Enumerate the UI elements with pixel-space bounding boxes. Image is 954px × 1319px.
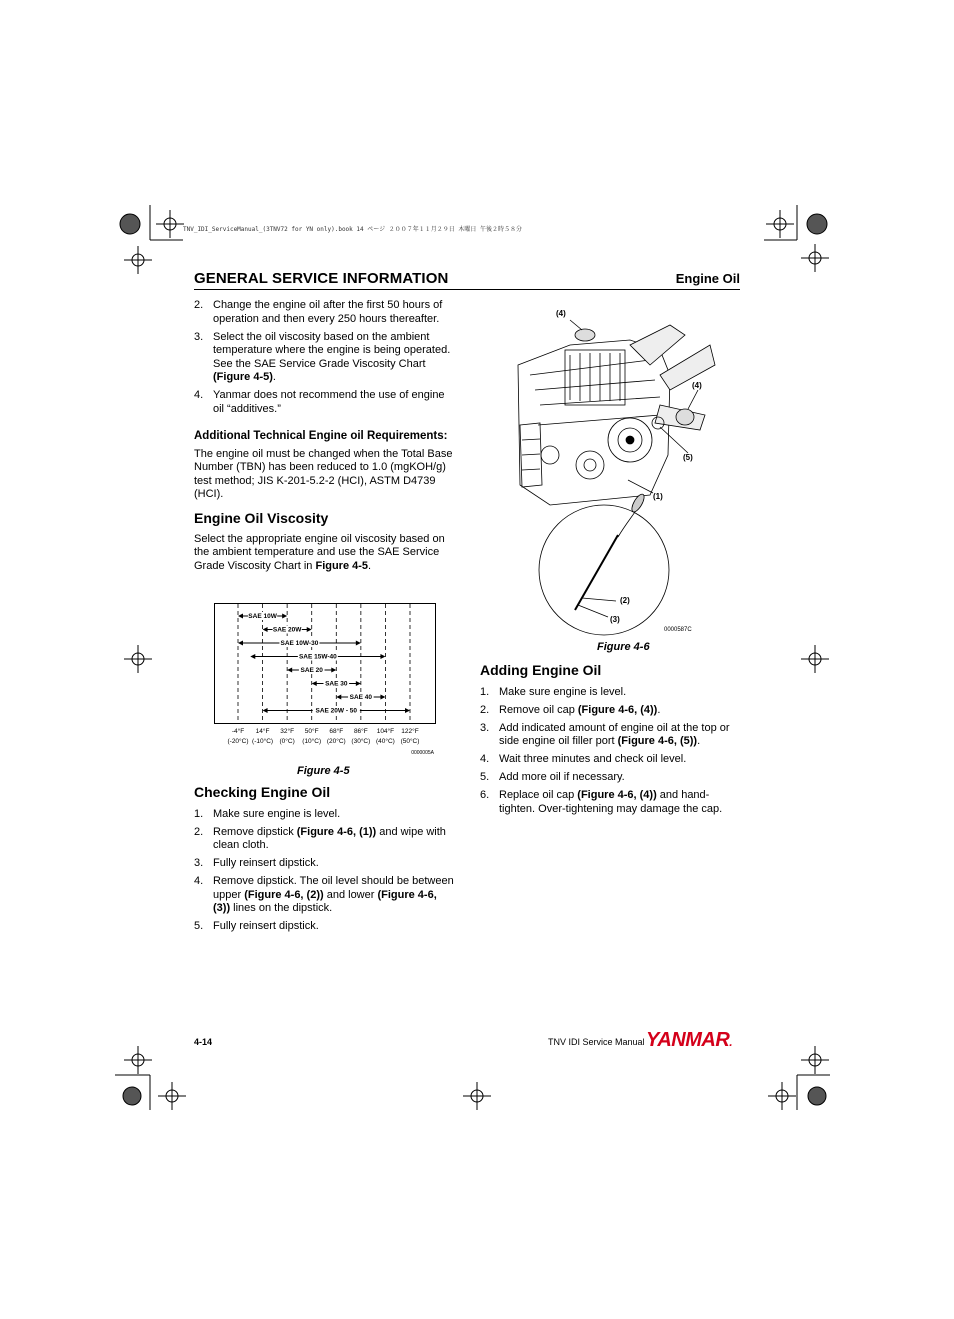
range-label: SAE 20W - 50: [315, 707, 358, 715]
step-text: Remove oil cap: [499, 703, 578, 716]
list-item: [480, 753, 742, 767]
tick-label-f: -4°F: [231, 728, 245, 735]
additional-requirements-text: The engine oil must be changed when the Total Base Number (TBN) has been reduced to 1.0 (mgKOH/g) test method; JIS K-201-5.2-2 (HCI), ASTM D4739 (HCI).: [194, 447, 453, 501]
checking-engine-oil-heading: Checking Engine Oil: [194, 784, 331, 800]
step-number: 2.: [480, 703, 490, 716]
figure-reference: (Figure 4-6, (3)): [213, 888, 437, 915]
step-text: Add indicated amount of engine oil at the top or side engine oil filler port: [499, 721, 730, 748]
step-number: 3.: [480, 721, 490, 734]
list-item: [194, 826, 456, 853]
list-item: [194, 875, 456, 916]
callout-2: (2): [620, 596, 630, 605]
callout-1: (1): [653, 492, 663, 501]
tick-label-f: 104°F: [376, 728, 395, 735]
engine-oil-viscosity-heading: Engine Oil Viscosity: [194, 509, 329, 526]
tick-label-f: 32°F: [280, 728, 295, 735]
chart-code: 0000005A: [411, 750, 434, 756]
tick-label-c: (10°C): [302, 738, 322, 745]
tick-label-f: 50°F: [304, 728, 319, 735]
checking-section: [194, 786, 456, 938]
step-text: Remove dipstick. The oil level should be between upper: [213, 875, 454, 901]
additional-requirements-heading: Additional Technical Engine oil Requirements:: [194, 429, 448, 442]
tick-label-c: (40°C): [375, 738, 395, 745]
header-rule: [194, 289, 740, 290]
step-text: Wait three minutes and check oil level.: [499, 753, 687, 766]
intro-steps: [194, 299, 456, 417]
step-text-end: .: [272, 371, 276, 384]
list-item: [194, 389, 456, 416]
step-number: 5.: [480, 771, 490, 784]
figure-reference: (Figure 4-5): [213, 371, 273, 384]
list-item: [480, 722, 742, 749]
range-label: SAE 20W: [272, 626, 302, 634]
left-column: [194, 299, 456, 573]
step-number: 4.: [480, 753, 490, 766]
callout-4-top: (4): [556, 309, 566, 318]
adding-engine-oil-heading: Adding Engine Oil: [480, 662, 602, 678]
page-number: 4-14: [194, 1037, 213, 1047]
range-label: SAE 20: [300, 667, 323, 675]
tick-label-c: (0°C): [279, 738, 295, 745]
adding-steps: [480, 686, 742, 817]
tick-label-f: 14°F: [255, 728, 270, 735]
figure-4-6-caption: Figure 4-6: [597, 641, 650, 653]
adding-section: [480, 664, 742, 821]
figure-reference: Figure 4-5: [315, 559, 369, 572]
range-label: SAE 40: [349, 694, 373, 702]
list-item: [194, 808, 456, 822]
viscosity-paragraph: [194, 533, 456, 574]
step-text: Change the engine oil after the first 50 hours of operation and then every 250 hours thereafter.: [213, 299, 443, 325]
step-text: Add more oil if necessary.: [499, 771, 625, 784]
range-label: SAE 10W: [248, 613, 277, 621]
step-text: Remove dipstick: [213, 825, 297, 838]
step-text-end: .: [697, 735, 701, 748]
step-text: Fully reinsert dipstick.: [213, 857, 319, 870]
chart-frame: [215, 604, 436, 724]
step-text: Fully reinsert dipstick.: [213, 920, 319, 933]
yanmar-logo: [646, 1029, 732, 1052]
step-number: 4.: [194, 875, 204, 888]
yanmar-logo-mark: .: [729, 1035, 733, 1049]
step-text: Make sure engine is level.: [213, 807, 341, 820]
tick-label-c: (-20°C): [227, 738, 249, 745]
list-item: [480, 789, 742, 816]
step-number: 2.: [194, 299, 204, 311]
step-number: 1.: [194, 807, 204, 820]
tick-label-c: (20°C): [326, 738, 346, 745]
tick-label-f: 86°F: [353, 728, 368, 735]
step-text-end: lines on the dipstick.: [230, 902, 333, 915]
step-text-end: and wipe with clean cloth.: [213, 825, 446, 852]
figure-4-6-code: 0000587C: [664, 627, 692, 633]
list-item: [194, 299, 456, 326]
tick-label-c: (-10°C): [252, 738, 274, 745]
range-label: SAE 15W-40: [298, 653, 337, 661]
callout-3: (3): [610, 615, 620, 624]
range-label: SAE 10W-30: [280, 640, 319, 648]
engine-illustration: [510, 305, 740, 640]
step-number: 4.: [194, 389, 204, 402]
step-number: 5.: [194, 920, 204, 933]
yanmar-logo-text: YANMAR: [646, 1029, 730, 1051]
step-number: 1.: [480, 685, 490, 698]
step-number: 3.: [194, 857, 204, 870]
step-number: 3.: [194, 330, 204, 343]
step-text: Select the oil viscosity based on the ambient temperature where the engine is being operated. See the SAE Service Grade Viscosity Chart: [213, 330, 451, 370]
step-text-end: .: [657, 703, 661, 716]
figure-reference: (Figure 4-6, (5)): [617, 735, 698, 748]
list-item: [194, 331, 456, 385]
list-item: [480, 771, 742, 785]
figure-reference: (Figure 4-6, (4)): [577, 789, 657, 802]
list-item: [480, 686, 742, 700]
figure-4-5-caption: Figure 4-5: [297, 765, 350, 777]
tick-label-f: 122°F: [401, 728, 419, 735]
range-label: SAE 30: [325, 680, 348, 688]
list-item: [480, 704, 742, 718]
checking-steps: [194, 808, 456, 934]
callout-5: (5): [683, 453, 693, 462]
page-header-title: GENERAL SERVICE INFORMATION: [194, 270, 449, 287]
figure-reference: (Figure 4-6, (2)): [244, 888, 324, 901]
figure-reference: (Figure 4-6, (4)): [577, 703, 658, 716]
step-text-mid: and lower: [323, 888, 378, 901]
step-text: Replace oil cap: [499, 789, 578, 802]
list-item: [194, 920, 456, 934]
step-text-end: and hand-tighten. Over-tightening may damage the cap.: [499, 789, 723, 815]
viscosity-text-end: .: [368, 559, 372, 572]
viscosity-chart: [214, 603, 436, 761]
tick-label-f: 68°F: [329, 728, 344, 735]
callout-4-side: (4): [692, 381, 702, 390]
manual-title: TNV IDI Service Manual: [548, 1037, 645, 1047]
tick-label-c: (30°C): [351, 738, 371, 745]
figure-reference: (Figure 4-6, (1)): [296, 825, 377, 838]
step-number: 6.: [480, 789, 490, 802]
step-number: 2.: [194, 825, 204, 838]
page-header-section: Engine Oil: [675, 271, 740, 286]
list-item: [194, 857, 456, 871]
print-slug: TNV_IDI_ServiceManual_(3TNV72 for YN only).book 14 ページ ２００７年１１月２９日 木曜日 午後２時５８分: [183, 226, 522, 233]
viscosity-text: Select the appropriate engine oil viscosity based on the ambient temperature and use the SAE Service Grade Viscosity Chart in: [194, 532, 445, 572]
step-text: Make sure engine is level.: [499, 685, 627, 698]
tick-label-c: (50°C): [400, 738, 420, 745]
step-text: Yanmar does not recommend the use of engine oil “additives.”: [213, 389, 445, 415]
